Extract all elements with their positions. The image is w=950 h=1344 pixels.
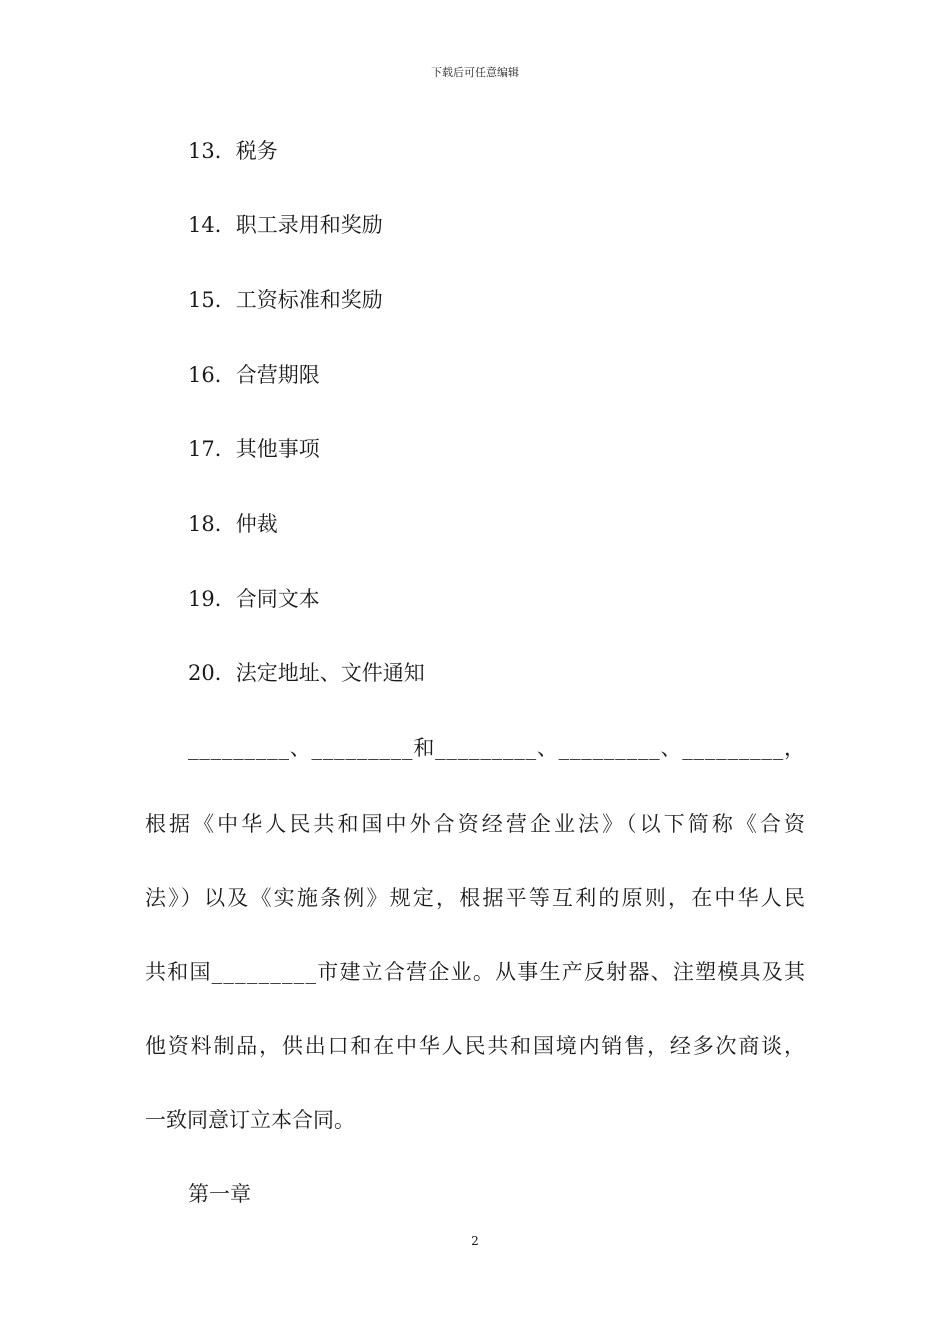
- paragraph-line: 他资料制品，供出口和在中华人民共和国境内销售，经多次商谈，: [145, 1034, 807, 1058]
- item-number: 16．: [188, 363, 236, 387]
- paragraph-line: 根据《中华人民共和国中外合资经营企业法》（以下简称《合资: [145, 812, 809, 836]
- paragraph-line: 法》）以及《实施条例》规定，根据平等互利的原则，在中华人民: [145, 886, 808, 910]
- paragraph-line: 共和国_________市建立合营企业。从事生产反射器、注塑模具及其: [145, 960, 807, 984]
- item-number: 17．: [188, 437, 236, 461]
- item-text: 合营期限: [235, 363, 320, 387]
- item-text: 其他事项: [235, 437, 320, 461]
- list-item: [188, 287, 383, 313]
- page-number: 2: [471, 1234, 479, 1248]
- item-number: 19．: [188, 587, 236, 611]
- page-header: 下载后可任意编辑: [431, 66, 519, 79]
- list-item: [188, 660, 425, 686]
- item-text: 法定地址、文件通知: [235, 661, 425, 685]
- chapter-heading: 第一章: [188, 1182, 251, 1206]
- item-number: 18．: [188, 512, 236, 536]
- list-item: [188, 436, 320, 462]
- item-text: 职工录用和奖励: [235, 213, 383, 237]
- item-number: 20．: [188, 661, 236, 685]
- list-item: [188, 212, 383, 238]
- item-text: 税务: [235, 139, 278, 163]
- list-item: [188, 511, 278, 537]
- list-item: [188, 586, 320, 612]
- parties-blank-line: _________、_________和_________、_________、_________，: [188, 736, 806, 760]
- item-number: 14．: [188, 213, 236, 237]
- item-number: 15．: [188, 288, 236, 312]
- item-text: 工资标准和奖励: [235, 288, 383, 312]
- item-number: 13．: [188, 139, 236, 163]
- list-item: [188, 362, 320, 388]
- paragraph-line: 一致同意订立本合同。: [145, 1108, 355, 1132]
- item-text: 仲裁: [235, 512, 278, 536]
- item-text: 合同文本: [235, 587, 320, 611]
- list-item: [188, 138, 278, 164]
